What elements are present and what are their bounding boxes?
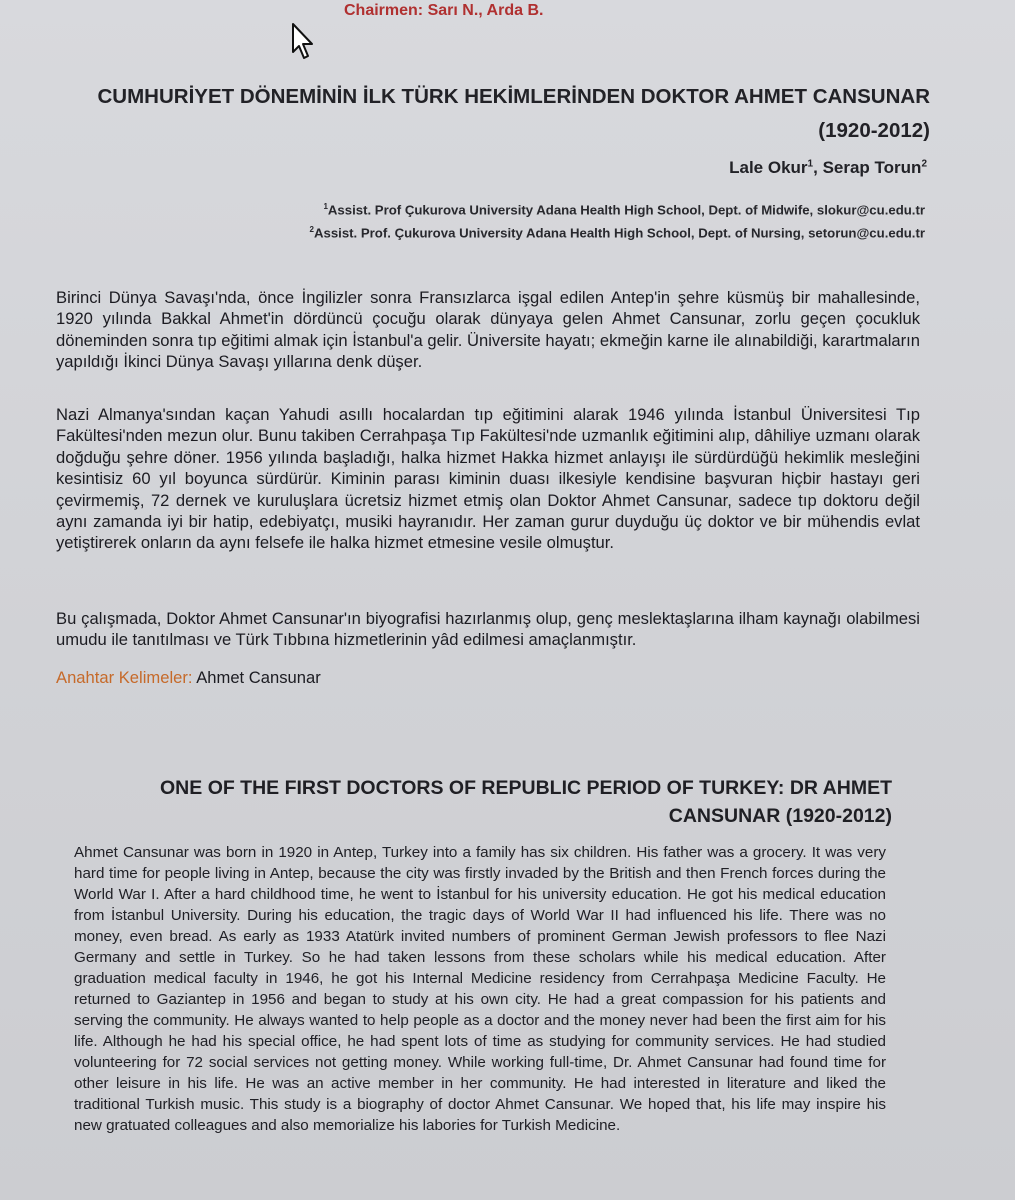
keywords-line bbox=[56, 668, 321, 688]
affiliation-1 bbox=[323, 202, 925, 217]
turkish-paragraph-1: Birinci Dünya Savaşı'nda, önce İngilizler sonra Fransızlarca işgal edilen Antep'in şehre küsmüş bir mahallesinde, 1920 yılında Bakkal Ahmet'in dördüncü çocuğu olarak dünyaya gelen Ahmet Cansunar, zorlu geçen çocukluk döneminden sonra tıp eğitimi almak için İstanbul'a gelir. Üniversite hayatı; ekmeğin karne ile alınabildiği, karartmaların yapıldığı İkinci Dünya Savaşı yıllarına denk düşer. bbox=[56, 288, 920, 372]
chairmen-line: Chairmen: Sarı N., Arda B. bbox=[344, 2, 544, 19]
english-paragraph: Ahmet Cansunar was born in 1920 in Antep, Turkey into a family has six children. His father was a grocery. It was very hard time for people living in Antep, because the city was firstly invaded by the British and then French forces during the World War I. After a hard childhood time, he went to İstanbul for his university education. He got his medical education from İstanbul University. During his education, the tragic days of World War II had influenced his life. There was no money, even bread. As early as 1933 Atatürk invited numbers of prominent German Jewish professors to flee Nazi Germany and settle in Turkey. So he had taken lessons from these scholars while his medical education. After graduation medical faculty in 1946, he got his Internal Medicine residency from Cerrahpaşa Medicine Faculty. He returned to Gaziantep in 1956 and began to study at his own city. He had a great compassion for his patients and serving the community. He always wanted to help people as a doctor and the money never had been the first aim for his life. Although he had his special office, he had spent lots of time as studying for community services. He had studied volunteering for 72 social services not getting money. While working full-time, Dr. Ahmet Cansunar had found time for other leisure in his life. He was an active member in her community. He had interested in literature and liked the traditional Turkish music. This study is a biography of doctor Ahmet Cansunar. We hoped that, his life may inspire his new gratuated colleagues and also memorialize his labories for Turkish Medicine. bbox=[74, 844, 886, 1134]
turkish-paragraph-3: Bu çalışmada, Doktor Ahmet Cansunar'ın biyografisi hazırlanmış olup, genç meslektaşlarına ilham kaynağı olabilmesi umudu ile tanıtılması ve Türk Tıbbına hizmetlerinin yâd edilmesi amaçlanmıştır. bbox=[56, 609, 920, 650]
author-sup: 2 bbox=[921, 158, 927, 170]
keywords-value: Ahmet Cansunar bbox=[192, 668, 321, 687]
affiliation-text: Assist. Prof. Çukurova University Adana Health High School, Dept. of Nursing, setorun@cu.edu.tr bbox=[313, 225, 925, 241]
turkish-title: CUMHURİYET DÖNEMİNİN İLK TÜRK HEKİMLERİNDEN DOKTOR AHMET CANSUNAR (1920-2012) bbox=[97, 85, 930, 142]
affiliation-2 bbox=[310, 225, 925, 240]
author-name: Lale Okur bbox=[729, 158, 808, 177]
affiliation-sup: 1 bbox=[323, 202, 328, 211]
author-line: Lale Okur$^1$, Serap Torun$^2$ bbox=[729, 158, 927, 177]
affiliation-sup: 2 bbox=[309, 225, 314, 234]
turkish-paragraph-2: Nazi Almanya'sından kaçan Yahudi asıllı hocalardan tıp eğitimini alarak 1946 yılında İstanbul Üniversitesi Tıp Fakültesi'nden mezun olur. Bunu takiben Cerrahpaşa Tıp Fakültesi'nde uzmanlık eğitimini alıp, dâhiliye uzmanı olarak doğduğu şehre döner. 1956 yılında başladığı, halka hizmet Hakka hizmet anlayışı ile sürdürdüğü hekimlik mesleğini kesintisiz 60 yıl boyunca sürdürür. Kiminin parası kiminin duası ilkesiyle kendisine başvuran hiçbir hastayı geri çevirmemiş, 72 dernek ve kuruluşlara ücretsiz hizmet etmiş olan Doktor Ahmet Cansunar, sadece tıp doktoru değil aynı zamanda iyi bir hatip, edebiyatçı, musiki hayranıdır. Her zaman gurur duyduğu üç doktor ve bir mühendis evlat yetiştirerek onların da aynı felsefe ile halka hizmet etmesine vesile olmuştur. bbox=[56, 405, 920, 553]
mouse-pointer-icon bbox=[290, 22, 316, 62]
author-sup: 1 bbox=[807, 158, 814, 170]
english-title: ONE OF THE FIRST DOCTORS OF REPUBLIC PERIOD OF TURKEY: DR AHMET CANSUNAR (1920-2012) bbox=[160, 777, 892, 827]
author-name: Serap Torun bbox=[822, 158, 922, 177]
affiliation-text: Assist. Prof Çukurova University Adana Health High School, Dept. of Midwife, slokur@cu.edu.tr bbox=[327, 202, 925, 218]
keywords-label: Anahtar Kelimeler: bbox=[56, 668, 193, 687]
